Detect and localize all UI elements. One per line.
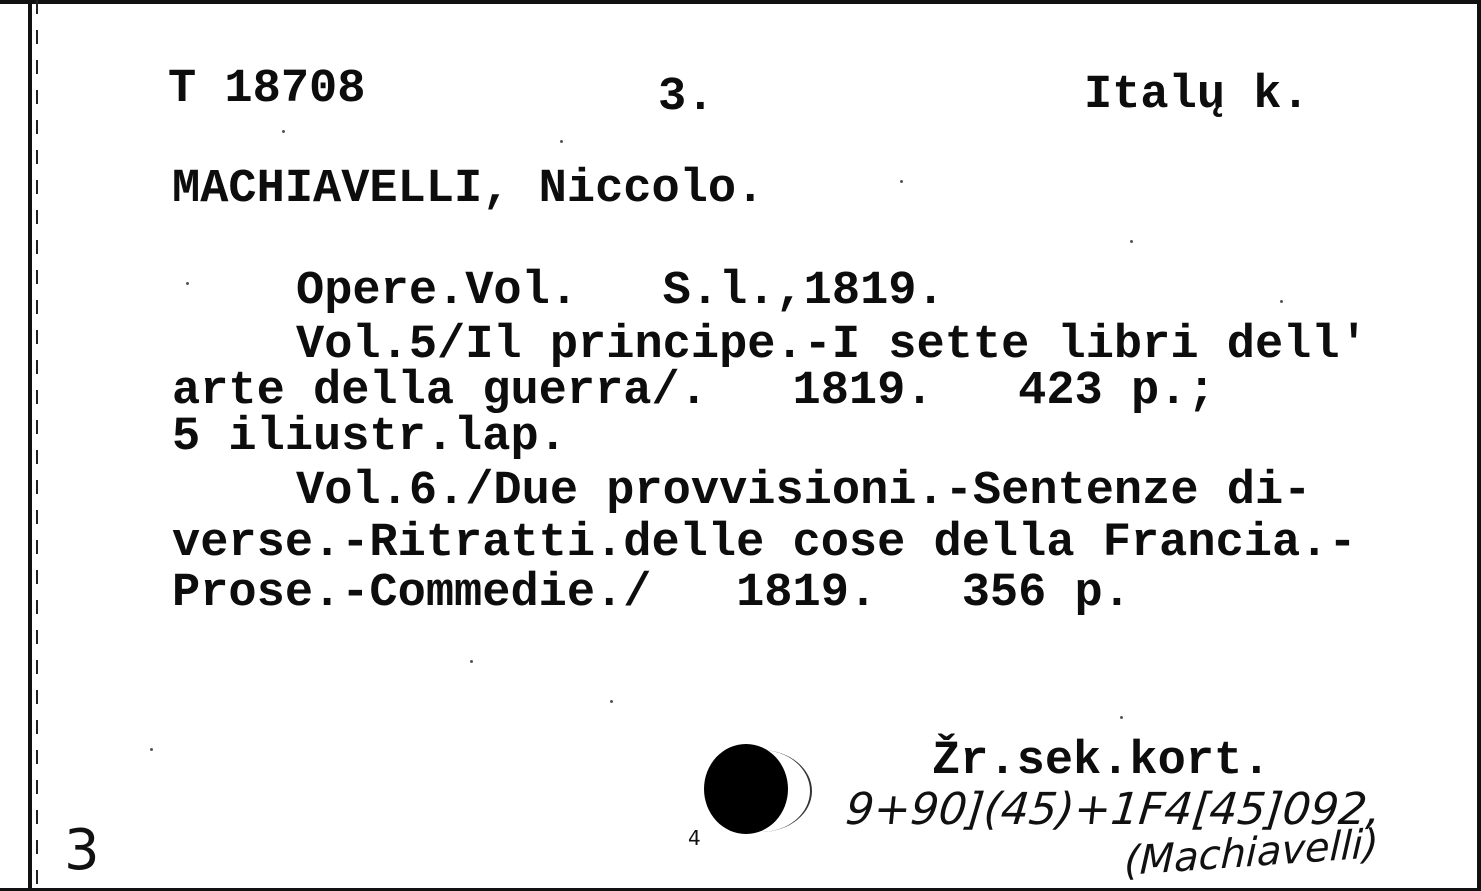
card-left-edge-dashed	[36, 0, 38, 891]
scan-speck	[900, 180, 903, 183]
scan-speck	[470, 660, 473, 663]
scan-speck	[610, 700, 613, 703]
author-heading: MACHIAVELLI, Niccolo.	[172, 163, 765, 216]
punch-hole-rim	[710, 750, 812, 832]
handwritten-small-mark: 4	[688, 826, 701, 850]
card-left-edge	[28, 0, 32, 891]
scan-speck	[1120, 716, 1123, 719]
body-line-5: Vol.6./Due provvisioni.-Sentenze di-	[296, 465, 1312, 518]
scan-speck	[150, 748, 153, 751]
scan-speck	[282, 130, 285, 133]
body-line-2: Vol.5/Il principe.-I sette libri dell'	[296, 319, 1368, 372]
body-line-1: Opere.Vol. S.l.,1819.	[296, 265, 945, 318]
handwritten-subject: (Machiavelli)	[1123, 820, 1380, 886]
card-right-edge	[1477, 0, 1481, 891]
scan-speck	[1280, 300, 1283, 303]
collection-label: Italų k.	[1084, 69, 1310, 122]
call-number: T 18708	[168, 63, 366, 116]
scan-speck	[560, 140, 563, 143]
body-line-7: Prose.-Commedie./ 1819. 356 p.	[172, 567, 1131, 620]
see-reference: Žr.sek.kort.	[932, 735, 1271, 788]
body-line-6: verse.-Ritratti.delle cose della Francia.-	[172, 517, 1357, 570]
scan-speck	[1130, 240, 1133, 243]
handwritten-classification: 9+90](45)+1F4[45]092,	[843, 784, 1384, 835]
card-top-edge	[0, 0, 1481, 4]
scan-speck	[186, 282, 189, 285]
handwritten-margin-number: 3	[64, 818, 100, 883]
body-line-3: arte della guerra/. 1819. 423 p.;	[172, 365, 1216, 418]
copy-number: 3.	[658, 71, 715, 124]
body-line-4: 5 iliustr.lap.	[172, 411, 567, 464]
